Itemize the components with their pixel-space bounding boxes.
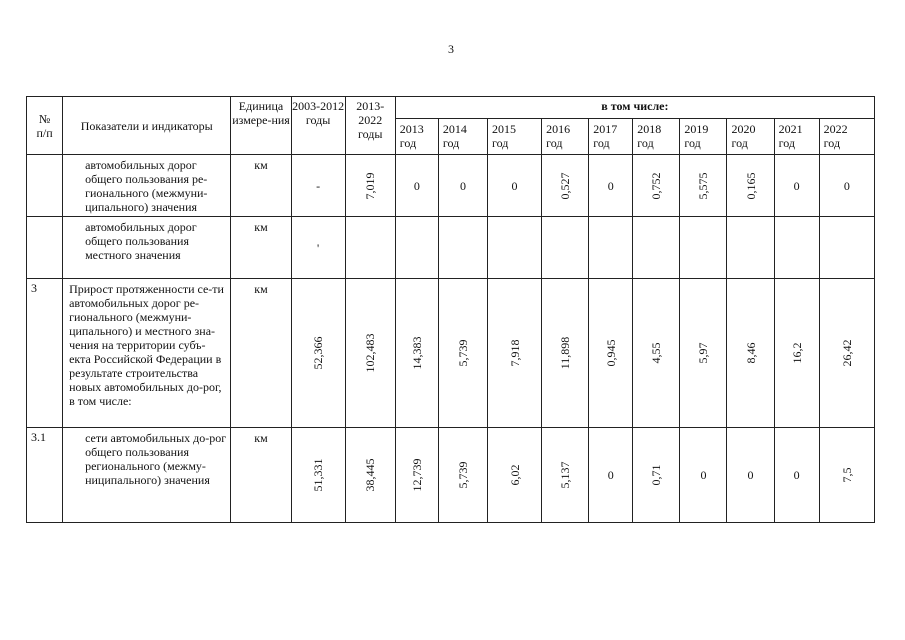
header-including: в том числе: xyxy=(395,97,874,119)
value-2003-2012 xyxy=(291,279,345,428)
value-year-2013 xyxy=(395,155,438,217)
value-year-2019 xyxy=(680,428,727,523)
cell-value: 7,019 xyxy=(363,172,378,199)
header-year-suffix: год xyxy=(546,136,563,150)
value-year-2013 xyxy=(395,279,438,428)
table-row xyxy=(27,217,875,279)
cell-value: 8,46 xyxy=(743,342,758,364)
cell-value: 0,945 xyxy=(603,339,618,367)
row-number xyxy=(27,217,63,279)
value-year-2019 xyxy=(680,155,727,217)
header-unit: Единица измере-ния xyxy=(231,97,291,155)
cell-value: 16,2 xyxy=(789,342,804,364)
header-year-label: 2018 xyxy=(637,122,662,136)
header-year-label: 2019 xyxy=(684,122,709,136)
header-year-suffix: год xyxy=(731,136,748,150)
cell-value: 0 xyxy=(607,468,614,482)
cell-value: 102,483 xyxy=(363,333,378,373)
header-year-label: 2022 xyxy=(823,122,848,136)
row-unit: км xyxy=(231,217,291,279)
cell-value: 14,383 xyxy=(409,336,424,370)
cell-value: 0,71 xyxy=(649,464,664,486)
value-year-2016 xyxy=(542,279,589,428)
cell-value: 5,97 xyxy=(696,342,711,364)
cell-value: 5,739 xyxy=(455,461,470,489)
value-year-2017 xyxy=(589,428,633,523)
value-year-2015 xyxy=(488,155,542,217)
value-year-2016 xyxy=(542,428,589,523)
row-indicator: автомобильных дорог общего пользования местного значения xyxy=(63,217,231,279)
value-year-2016 xyxy=(542,217,589,279)
row-indicator: автомобильных дорог общего пользования ре-гионального (межмуни-ципального) значения xyxy=(63,155,231,217)
cell-value: 12,739 xyxy=(409,458,424,492)
cell-value: 0 xyxy=(700,468,707,482)
header-year-0 xyxy=(395,119,438,155)
cell-value: 11,898 xyxy=(558,336,573,370)
row-number: 3 xyxy=(27,279,63,428)
value-year-2019 xyxy=(680,217,727,279)
cell-value: 0 xyxy=(459,178,466,193)
value-year-2021 xyxy=(774,279,819,428)
value-year-2020 xyxy=(727,217,774,279)
value-year-2021 xyxy=(774,428,819,523)
value-2003-2012 xyxy=(291,217,345,279)
value-year-2018 xyxy=(633,428,680,523)
cell-value: 0 xyxy=(793,468,800,482)
header-year-suffix: год xyxy=(637,136,654,150)
header-year-7 xyxy=(727,119,774,155)
header-year-suffix: год xyxy=(492,136,509,150)
header-year-label: 2013 xyxy=(399,122,424,136)
value-year-2014 xyxy=(438,279,487,428)
cell-value: 7,5 xyxy=(839,467,854,483)
header-num: № п/п xyxy=(27,97,63,155)
cell-value: 26,42 xyxy=(839,339,854,367)
value-year-2016 xyxy=(542,155,589,217)
header-year-3 xyxy=(542,119,589,155)
value-year-2021 xyxy=(774,155,819,217)
row-unit: км xyxy=(231,428,291,523)
header-year-label: 2017 xyxy=(593,122,618,136)
value-year-2018 xyxy=(633,155,680,217)
cell-value: 0 xyxy=(843,178,850,193)
cell-value: 5,739 xyxy=(455,339,470,367)
cell-value: 0,527 xyxy=(558,172,573,199)
value-year-2022 xyxy=(819,155,874,217)
cell-value: 0 xyxy=(793,178,800,193)
value-year-2018 xyxy=(633,279,680,428)
table-row xyxy=(27,155,875,217)
cell-value: 5,137 xyxy=(558,461,573,489)
value-2003-2012 xyxy=(291,155,345,217)
value-year-2015 xyxy=(488,428,542,523)
header-year-4 xyxy=(589,119,633,155)
header-year-suffix: год xyxy=(593,136,610,150)
cell-value: 0,752 xyxy=(649,172,664,199)
value-2013-2022 xyxy=(345,155,395,217)
header-year-5 xyxy=(633,119,680,155)
header-year-suffix: год xyxy=(778,136,795,150)
value-year-2013 xyxy=(395,217,438,279)
value-year-2015 xyxy=(488,279,542,428)
header-year-label: 2014 xyxy=(442,122,467,136)
table-row xyxy=(27,428,875,523)
header-year-suffix: год xyxy=(823,136,841,150)
value-year-2018 xyxy=(633,217,680,279)
row-unit: км xyxy=(231,155,291,217)
header-year-label: 2020 xyxy=(731,122,756,136)
header-year-8 xyxy=(774,119,819,155)
cell-value: - xyxy=(316,178,321,193)
value-2013-2022 xyxy=(345,428,395,523)
header-year-suffix: год xyxy=(442,136,460,150)
value-year-2015 xyxy=(488,217,542,279)
value-year-2017 xyxy=(589,279,633,428)
header-row-1 xyxy=(27,97,875,119)
row-unit: км xyxy=(231,279,291,428)
header-indicators: Показатели и индикаторы xyxy=(63,97,231,155)
header-year-label: 2021 xyxy=(778,122,803,136)
value-year-2022 xyxy=(819,428,874,523)
header-year-9 xyxy=(819,119,874,155)
row-indicator: сети автомобильных до-рог общего пользования регионального (межму-ниципального) значения xyxy=(63,428,231,523)
row-number: 3.1 xyxy=(27,428,63,523)
header-year-suffix: год xyxy=(684,136,701,150)
value-year-2020 xyxy=(727,428,774,523)
header-2003-2012: 2003-2012 годы xyxy=(291,97,345,155)
value-year-2020 xyxy=(727,155,774,217)
cell-value: 6,02 xyxy=(507,464,522,486)
header-year-suffix: год xyxy=(399,136,417,150)
cell-value: ' xyxy=(317,240,320,255)
row-number xyxy=(27,155,63,217)
header-year-label: 2015 xyxy=(492,122,516,136)
table-row xyxy=(27,279,875,428)
header-year-2 xyxy=(488,119,542,155)
value-year-2021 xyxy=(774,217,819,279)
cell-value: 7,918 xyxy=(507,339,522,367)
value-year-2014 xyxy=(438,155,487,217)
cell-value: 4,55 xyxy=(649,342,664,364)
header-year-label: 2016 xyxy=(546,122,571,136)
row-indicator: Прирост протяженности се-ти автомобильных дорог ре-гионального (межмуни-ципального) и местного зна-чения на территории субъ-екта Российской Федерации в результате строительства новых автомобильных до-рог, в том числе: xyxy=(63,279,231,428)
value-year-2014 xyxy=(438,428,487,523)
value-year-2013 xyxy=(395,428,438,523)
header-year-1 xyxy=(438,119,487,155)
value-year-2019 xyxy=(680,279,727,428)
header-2013-2022: 2013-2022 годы xyxy=(345,97,395,155)
value-year-2017 xyxy=(589,217,633,279)
value-2003-2012 xyxy=(291,428,345,523)
indicators-table xyxy=(26,96,875,523)
value-2013-2022 xyxy=(345,217,395,279)
value-year-2022 xyxy=(819,279,874,428)
cell-value: 5,575 xyxy=(696,172,711,199)
value-2013-2022 xyxy=(345,279,395,428)
value-year-2014 xyxy=(438,217,487,279)
cell-value: 0 xyxy=(607,178,614,193)
cell-value: 52,366 xyxy=(311,336,326,370)
value-year-2020 xyxy=(727,279,774,428)
value-year-2022 xyxy=(819,217,874,279)
cell-value: 38,445 xyxy=(363,458,378,492)
cell-value: 0 xyxy=(511,178,518,193)
value-year-2017 xyxy=(589,155,633,217)
page-number: 3 xyxy=(448,42,454,56)
header-year-6 xyxy=(680,119,727,155)
cell-value: 0 xyxy=(413,178,420,193)
cell-value: 0 xyxy=(747,468,754,482)
cell-value: 0,165 xyxy=(743,172,758,199)
cell-value: 51,331 xyxy=(311,458,326,492)
